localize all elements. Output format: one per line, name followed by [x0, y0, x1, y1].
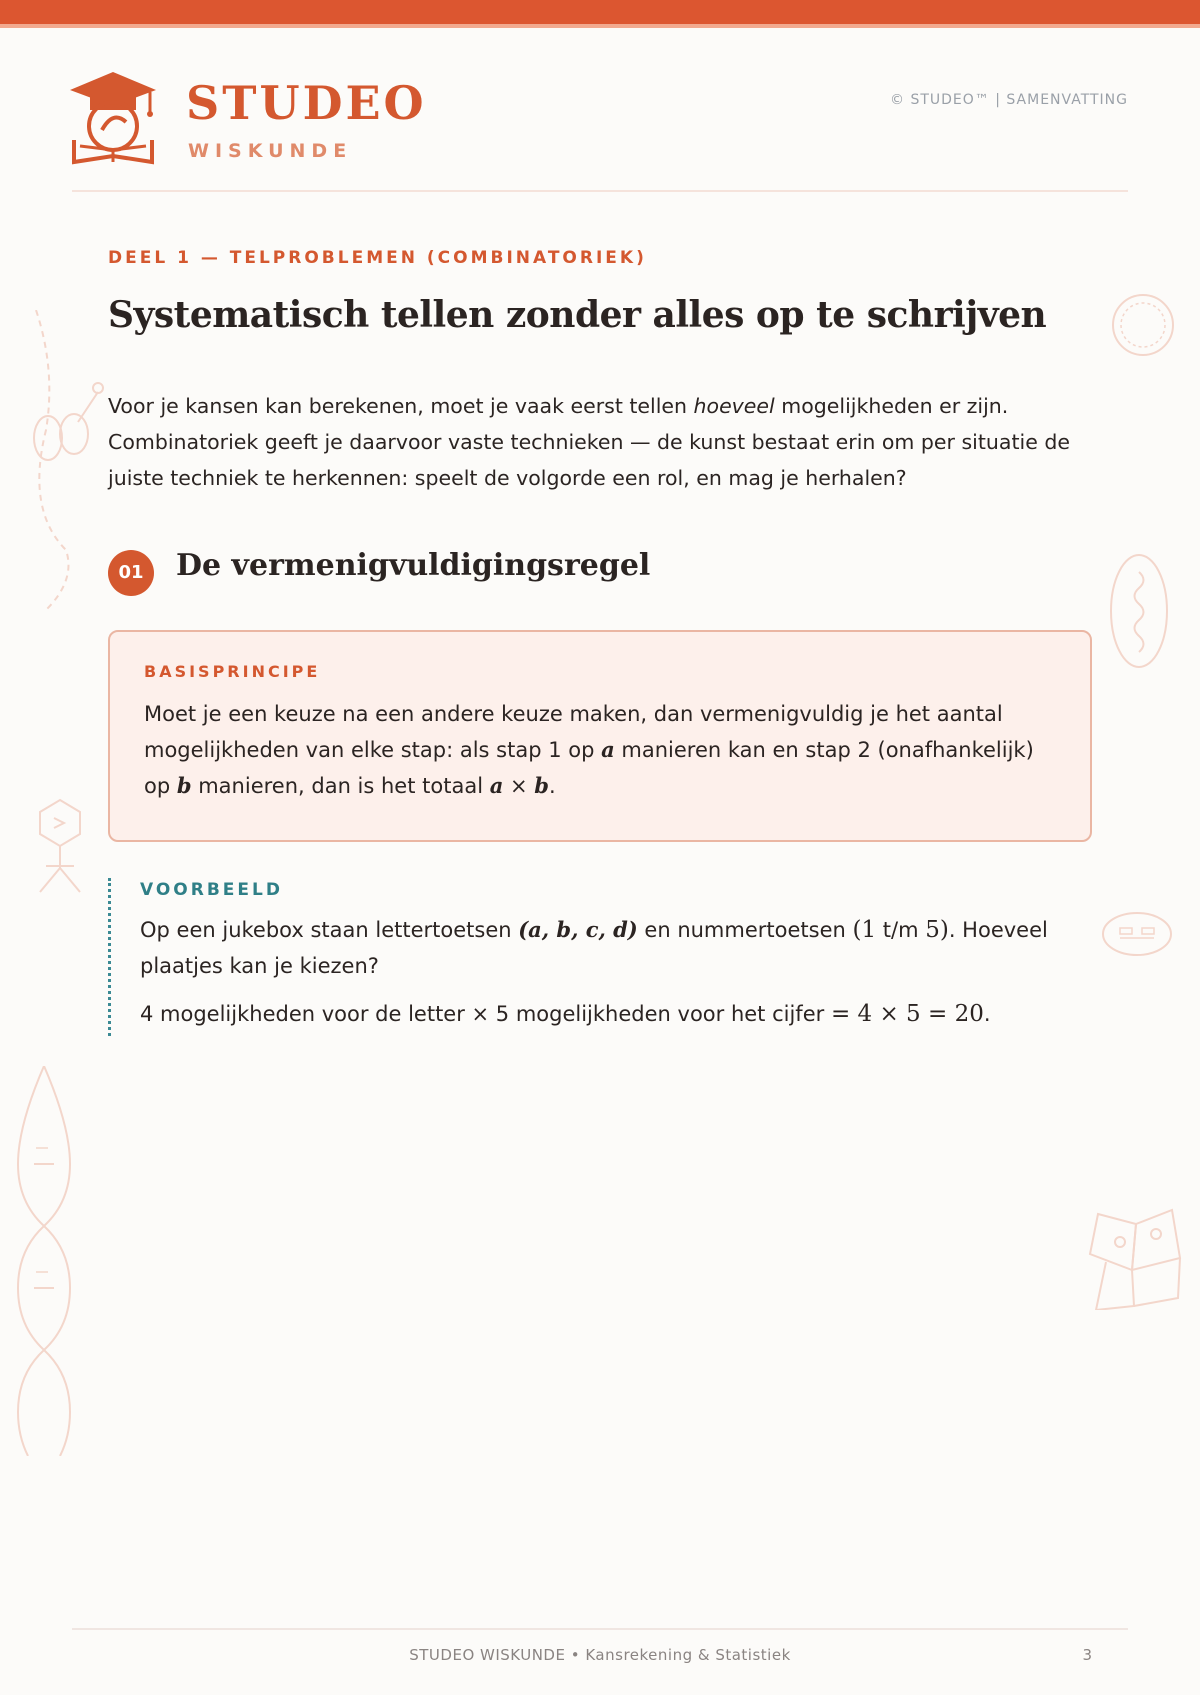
- top-accent-line: [0, 24, 1200, 28]
- callout-text-2: manieren kan en stap 2 (onafhankelijk) op: [144, 738, 1034, 798]
- formula-times: ×: [503, 774, 535, 798]
- brand-name: STUDEO: [186, 76, 427, 130]
- example-letters: (a, b, c, d): [518, 917, 638, 942]
- variable-a: a: [601, 737, 615, 762]
- header-copyright: © STUDEO™ | SAMENVATTING: [890, 92, 1128, 108]
- intro-paragraph: [108, 388, 1098, 496]
- intro-text-2: mogelijkheden er zijn. Combinatoriek geeft je daarvoor vaste technieken — de kunst bestaat erin om per situatie de juiste techniek te herkennen: speelt de volgorde een rol, en mag je herhalen?: [108, 394, 1070, 490]
- callout-text: [144, 696, 1064, 804]
- example-answer-text: 4 mogelijkheden voor de letter × 5 mogelijkheden voor het cijfer: [140, 1002, 831, 1026]
- intro-emphasis: hoeveel: [693, 394, 775, 418]
- example-question: [140, 912, 1080, 984]
- cell-doodle-icon: [1108, 552, 1170, 670]
- example-q2: en nummertoetsen: [637, 918, 853, 942]
- callout-text-1: Moet je een keuze na een andere keuze maken, dan vermenigvuldig je het aantal mogelijkheden van elke stap: als stap 1 op: [144, 702, 1003, 762]
- footer-brand: STUDEO WISKUNDE: [409, 1646, 566, 1664]
- header-divider: [72, 190, 1128, 192]
- section-title: De vermenigvuldigingsregel: [176, 548, 651, 583]
- brand-subject: WISKUNDE: [188, 140, 353, 162]
- intro-text-1: Voor je kansen kan berekenen, moet je vaak eerst tellen: [108, 394, 694, 418]
- example-numbers-end: 5): [925, 917, 949, 943]
- variable-b: b: [176, 773, 192, 798]
- example-answer-formula: = 4 × 5 = 20: [830, 1001, 984, 1027]
- atom-doodle-icon: [26, 310, 106, 610]
- footer-course: Kansrekening & Statistiek: [585, 1646, 791, 1664]
- callout-end: .: [548, 774, 556, 798]
- example-dotted-border: [108, 878, 111, 1036]
- graduation-cap-logo-icon: [68, 70, 158, 168]
- example-answer: [140, 996, 1100, 1032]
- example-q4: . Hoeveel plaatjes kan je kiezen?: [140, 918, 1048, 978]
- pill-doodle-icon: [1100, 910, 1174, 958]
- molecule-doodle-icon: [32, 796, 88, 896]
- page-title: Systematisch tellen zonder alles op te schrijven: [108, 294, 1047, 336]
- callout-label: BASISPRINCIPE: [144, 662, 321, 681]
- map-doodle-icon: [1086, 1206, 1182, 1310]
- formula-a: a: [489, 773, 504, 798]
- dna-doodle-icon: [14, 1066, 74, 1456]
- example-q3: t/m: [876, 918, 926, 942]
- formula-b: b: [534, 773, 549, 798]
- page-number: 3: [1082, 1646, 1092, 1664]
- circle-doodle-icon: [1110, 292, 1176, 358]
- footer-separator: •: [565, 1646, 586, 1664]
- footer-divider: [72, 1628, 1128, 1630]
- callout-text-3: manieren, dan is het totaal: [191, 774, 490, 798]
- example-label: VOORBEELD: [140, 880, 283, 900]
- section-number-badge: 01: [108, 550, 154, 596]
- top-accent-bar: [0, 0, 1200, 24]
- example-q1: Op een jukebox staan lettertoetsen: [140, 918, 519, 942]
- footer-text: [0, 1646, 1200, 1664]
- example-numbers-start: (1: [852, 917, 877, 943]
- part-kicker: DEEL 1 — TELPROBLEMEN (COMBINATORIEK): [108, 248, 647, 268]
- principle-callout: [108, 630, 1092, 842]
- example-answer-end: .: [983, 1002, 991, 1026]
